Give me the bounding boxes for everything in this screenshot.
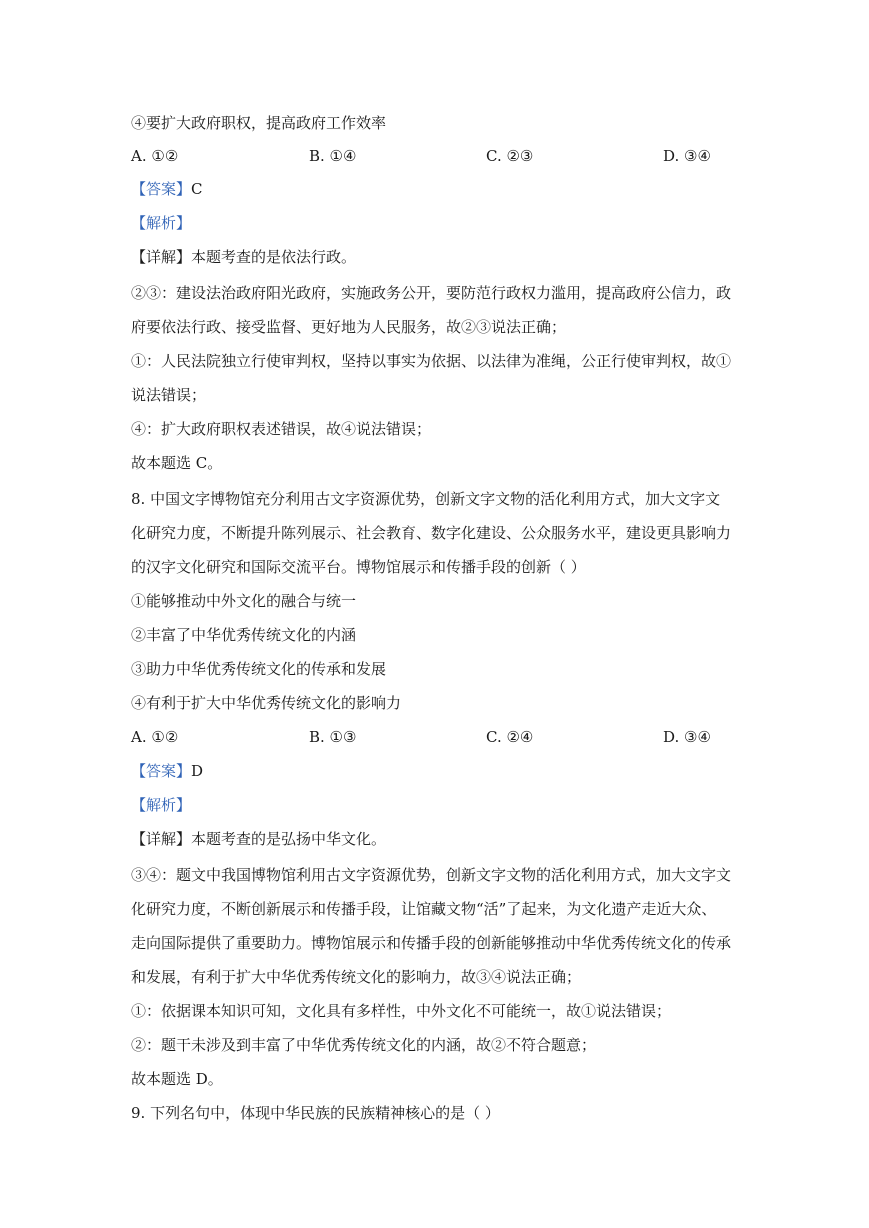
q7-explanation-3: ④：扩大政府职权表述错误，故④说法错误； <box>131 420 432 438</box>
q7-analysis-heading <box>131 213 751 233</box>
answer-tag: 【答案】 <box>131 762 192 780</box>
detail-text: 本题考查的是弘扬中华文化。 <box>191 830 387 848</box>
q7-explanation-2a: ①：人民法院独立行使审判权，坚持以事实为依据、以法律为准绳，公正行使审判权，故① <box>131 352 732 370</box>
q7-explanation-1b: 府要依法行政、接受监督、更好地为人民服务，故②③说法正确； <box>131 318 567 336</box>
detail-text: 本题考查的是依法行政。 <box>191 248 357 266</box>
q9-stem: 9. 下列名句中，体现中华民族的民族精神核心的是（ ） <box>131 1104 500 1122</box>
q8-explanation-1a: ③④：题文中我国博物馆利用古文字资源优势，创新文字文物的活化利用方式，加大文字文 <box>131 866 732 884</box>
q8-explanation-1d: 和发展，有利于扩大中华优秀传统文化的影响力，故③④说法正确； <box>131 968 582 986</box>
q8-analysis-heading <box>131 795 751 815</box>
q8-option-1: ①能够推动中外文化的融合与统一 <box>131 592 357 610</box>
detail-tag: 【详解】 <box>131 248 192 266</box>
q8-explanation-3: ②：题干未涉及到丰富了中华优秀传统文化的内涵，故②不符合题意； <box>131 1036 597 1054</box>
q7-explanation-2b: 说法错误； <box>131 386 207 404</box>
analysis-tag: 【解析】 <box>131 796 192 814</box>
answer-value: D <box>191 762 204 780</box>
q8-choice-b: B. ①③ <box>309 728 357 746</box>
q7-choice-a: A. ①② <box>131 147 179 165</box>
q7-conclusion: 故本题选 C。 <box>131 454 223 472</box>
q8-detail <box>131 829 751 849</box>
q8-explanation-1b: 化研究力度，不断创新展示和传播手段，让馆藏文物“活”了起来，为文化遗产走近大众、 <box>131 900 717 918</box>
q8-choices <box>131 727 751 747</box>
q7-choice-b: B. ①④ <box>309 147 357 165</box>
q7-choice-c: C. ②③ <box>486 147 534 165</box>
q8-stem-3: 的汉字文化研究和国际交流平台。博物馆展示和传播手段的创新（ ） <box>131 558 586 576</box>
q8-choice-d: D. ③④ <box>663 728 711 746</box>
answer-tag: 【答案】 <box>131 180 192 198</box>
q8-choice-c: C. ②④ <box>486 728 534 746</box>
q8-explanation-2: ①：依据课本知识可知，文化具有多样性，中外文化不可能统一，故①说法错误； <box>131 1002 672 1020</box>
q8-stem-1: 8. 中国文字博物馆充分利用古文字资源优势，创新文字文物的活化利用方式，加大文字文 <box>131 490 721 508</box>
q8-option-2: ②丰富了中华优秀传统文化的内涵 <box>131 626 357 644</box>
analysis-tag: 【解析】 <box>131 214 192 232</box>
q8-answer <box>131 761 751 781</box>
q7-detail <box>131 247 751 267</box>
q8-option-4: ④有利于扩大中华优秀传统文化的影响力 <box>131 694 402 712</box>
q8-choice-a: A. ①② <box>131 728 179 746</box>
detail-tag: 【详解】 <box>131 830 192 848</box>
q7-answer <box>131 179 751 199</box>
q7-choices <box>131 146 751 166</box>
answer-value: C <box>191 180 203 198</box>
q8-stem-2: 化研究力度，不断提升陈列展示、社会教育、数字化建设、公众服务水平，建设更具影响力 <box>131 524 732 542</box>
q7-explanation-1a: ②③：建设法治政府阳光政府，实施政务公开，要防范行政权力滥用，提高政府公信力，政 <box>131 284 732 302</box>
q7-choice-d: D. ③④ <box>663 147 711 165</box>
q7-option-4: ④要扩大政府职权，提高政府工作效率 <box>131 114 387 132</box>
q8-conclusion: 故本题选 D。 <box>131 1070 223 1088</box>
q8-option-3: ③助力中华优秀传统文化的传承和发展 <box>131 660 387 678</box>
q8-explanation-1c: 走向国际提供了重要助力。博物馆展示和传播手段的创新能够推动中华优秀传统文化的传承 <box>131 934 732 952</box>
